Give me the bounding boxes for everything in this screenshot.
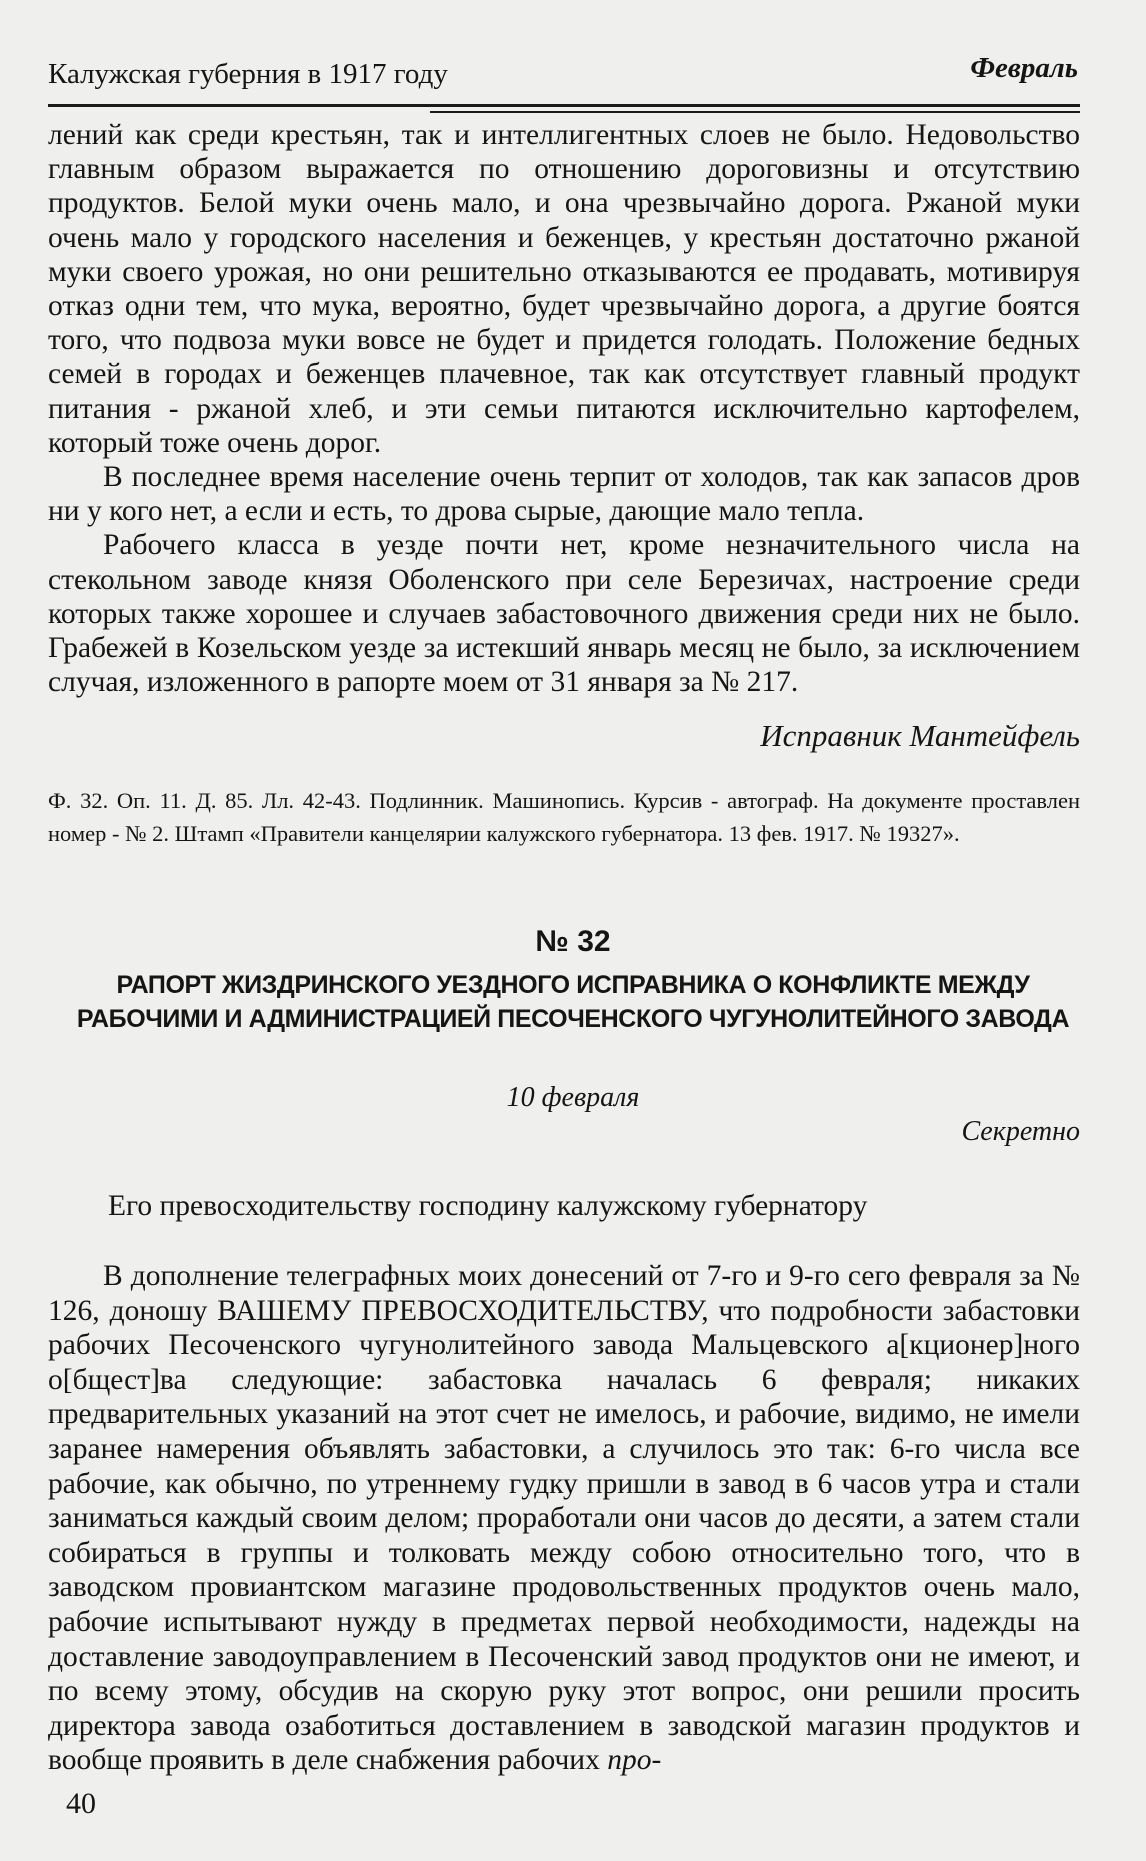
paragraph <box>48 1259 1080 1778</box>
running-header <box>48 52 1078 98</box>
document-body <box>48 1259 1080 1778</box>
paragraph: В последнее время население очень терпит от холодов, так как запасов дров ни у кого нет, а если и есть, то дрова сырые, дающие мало тепла. <box>48 461 1080 528</box>
header-rule-secondary <box>430 111 1080 113</box>
document-date: 10 февраля <box>506 1082 640 1113</box>
page-number: 40 <box>66 1787 96 1820</box>
archival-source-note: Ф. 32. Оп. 11. Д. 85. Лл. 42-43. Подлинник. Машинопись. Курсив - автограф. На документе проставлен номер - № 2. Штамп «Правители канцелярии калужского губернатора. 13 фев. 1917. № 19327». <box>48 788 1080 846</box>
document-title: РАПОРТ ЖИЗДРИНСКОГО УЕЗДНОГО ИСПРАВНИКА О КОНФЛИКТЕ МЕЖДУ РАБОЧИМИ И АДМИНИСТРАЦИЕЙ ПЕСОЧЕНСКОГО ЧУГУНОЛИТЕЙНОГО ЗАВОДА <box>76 971 1070 1033</box>
header-rule <box>48 104 1080 107</box>
addressee: Его превосходительству господину калужскому губернатору <box>108 1190 868 1222</box>
previous-document-text <box>48 118 1080 699</box>
paragraph-text: В дополнение телеграфных моих донесений от 7-го и 9-го сего февраля за № 126, доношу ВАШЕМУ ПРЕВОСХОДИТЕЛЬСТВУ, что подробности забастовки рабочих Песоченского чугунолитейного завода Мальцевского а[кционер]ного о[бщест]ва следующие: забастовка началась 6 февраля; никаких предварительных указаний на этот счет не имелось, и рабочие, видимо, не имели заранее намерения объявлять забастовки, а случилось это так: 6-го числа все рабочие, как обычно, по утреннему гудку пришли в завод в 6 часов утра и стали заниматься каждый своим делом; проработали они часов до десяти, а затем стали собираться в группы и толковать между собою относительно того, что в заводском провиантском магазине продовольственных продуктов очень мало, рабочие испытывают нужду в предметах первой необходимости, надежды на доставление заводоуправлением в Песоченский завод продуктов они не имеют, и по всему этому, обсудив на скорую руку этот вопрос, они решили просить директора завода озаботиться доставлением в заводской магазин продуктов и вообще проявить в деле снабжения рабочих <box>48 1260 1080 1777</box>
paragraph: лений как среди крестьян, так и интеллигентных слоев не было. Недовольство главным образом выражается по отношению дороговизны и отсутствию продуктов. Белой муки очень мало, и она чрезвычайно дорога. Ржаной муки очень мало у городского населения и беженцев, у крестьян достаточно ржаной муки своего урожая, но они решительно отказываются ее продавать, мотивируя отказ одни тем, что мука, вероятно, будет чрезвычайно дорога, а другие боятся того, что подвоза муки вовсе не будет и придется голодать. Положение бедных семей в городах и беженцев плачевное, так как отсутствует главный продукт питания - ржаной хлеб, и эти семьи питаются исключительно картофелем, который тоже очень дорог. <box>48 119 1080 459</box>
signature: Исправник Мантейфель <box>760 718 1080 753</box>
autograph-fragment: про- <box>607 1744 662 1777</box>
document-number: № 32 <box>535 925 611 958</box>
secrecy-mark: Секретно <box>961 1116 1080 1147</box>
section-month: Февраль <box>970 52 1078 84</box>
paragraph: Рабочего класса в уезде почти нет, кроме незначительного числа на стекольном заводе князя Оболенского при селе Березичах, настроение среди которых также хорошее и случаев забастовочного движения среди них не было. Грабежей в Козельском уезде за истекший январь месяц не было, за исключением случая, изложенного в рапорте моем от 31 января за № 217. <box>48 529 1080 699</box>
running-title: Калужская губерния в 1917 году <box>48 58 448 90</box>
